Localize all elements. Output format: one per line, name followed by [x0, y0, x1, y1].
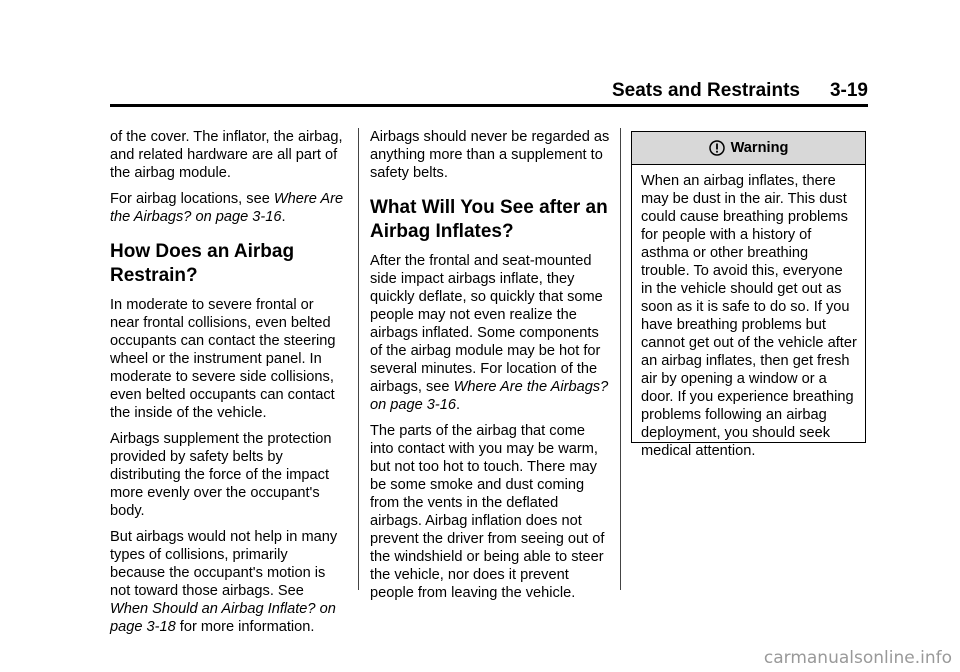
column-divider [620, 128, 621, 590]
paragraph: The parts of the airbag that come into contact with you may be warm, but not too hot to touch. There may be some smoke and dust coming from the vents in the deflated airbags. Airbag inflation does not prevent the driver from seeing out of the windshield or being able to steer the vehicle, nor does it prevent people from leaving the vehicle. [370, 423, 605, 601]
text: After the frontal and seat-mounted side impact airbags inflate, they quickly deflate, so quickly that some people may not even realize the airbags inflated. Some components of the airbag module may be hot for several minutes. For location of the airbags, see [370, 253, 603, 395]
cross-reference-link[interactable]: When Should an Airbag Inflate? on page 3-18 [110, 601, 336, 635]
column-left [110, 128, 346, 644]
warning-title: Warning [730, 140, 789, 156]
column-middle [370, 128, 610, 610]
warning-box [631, 131, 866, 459]
column-divider [358, 128, 359, 590]
watermark: carmanualsonline.info [763, 648, 952, 668]
header-rule [110, 104, 868, 107]
warning-text: When an airbag inflates, there may be dust in the air. This dust could cause breathing problems for people with a history of asthma or other breathing trouble. To avoid this, everyone in the vehicle should get out as soon as it is safe to do so. If you have breathing problems but cannot get out of the vehicle after an airbag inflates, then get fresh air by opening a window or a door. If you experience breathing problems following an airbag deployment, you should seek medical attention. [641, 173, 857, 459]
section-title: Seats and Restraints [612, 80, 800, 101]
paragraph [110, 528, 346, 636]
cross-reference-link[interactable]: Where Are the Airbags? on page 3-16 [110, 191, 344, 225]
text: . [456, 397, 461, 413]
text: for more information. [175, 619, 315, 635]
page-number: 3-19 [829, 80, 868, 101]
section-heading: How Does an Airbag Restrain? [110, 241, 295, 286]
section-heading: What Will You See after an Airbag Inflates? [370, 197, 608, 242]
paragraph: of the cover. The inflator, the airbag, and related hardware are all part of the airbag module. [110, 129, 343, 181]
paragraph [110, 190, 346, 226]
text: For airbag locations, see [110, 191, 274, 207]
paragraph [370, 252, 610, 414]
warning-symbol-icon [709, 140, 725, 156]
paragraph: Airbags supplement the protection provided by safety belts by distributing the force of the impact more evenly over the occupant's body. [110, 431, 332, 519]
cross-reference-link[interactable]: Where Are the Airbags? on page 3-16 [370, 379, 609, 413]
paragraph: In moderate to severe frontal or near frontal collisions, even belted occupants can contact the steering wheel or the instrument panel. In moderate to severe side collisions, even belted occupants can contact the inside of the vehicle. [110, 297, 336, 421]
page-header [110, 80, 868, 102]
warning-header [632, 132, 865, 165]
paragraph: Airbags should never be regarded as anything more than a supplement to safety belts. [370, 129, 610, 181]
text: . [281, 209, 286, 225]
text: But airbags would not help in many types of collisions, primarily because the occupant's motion is not toward those airbags. See [110, 529, 338, 599]
